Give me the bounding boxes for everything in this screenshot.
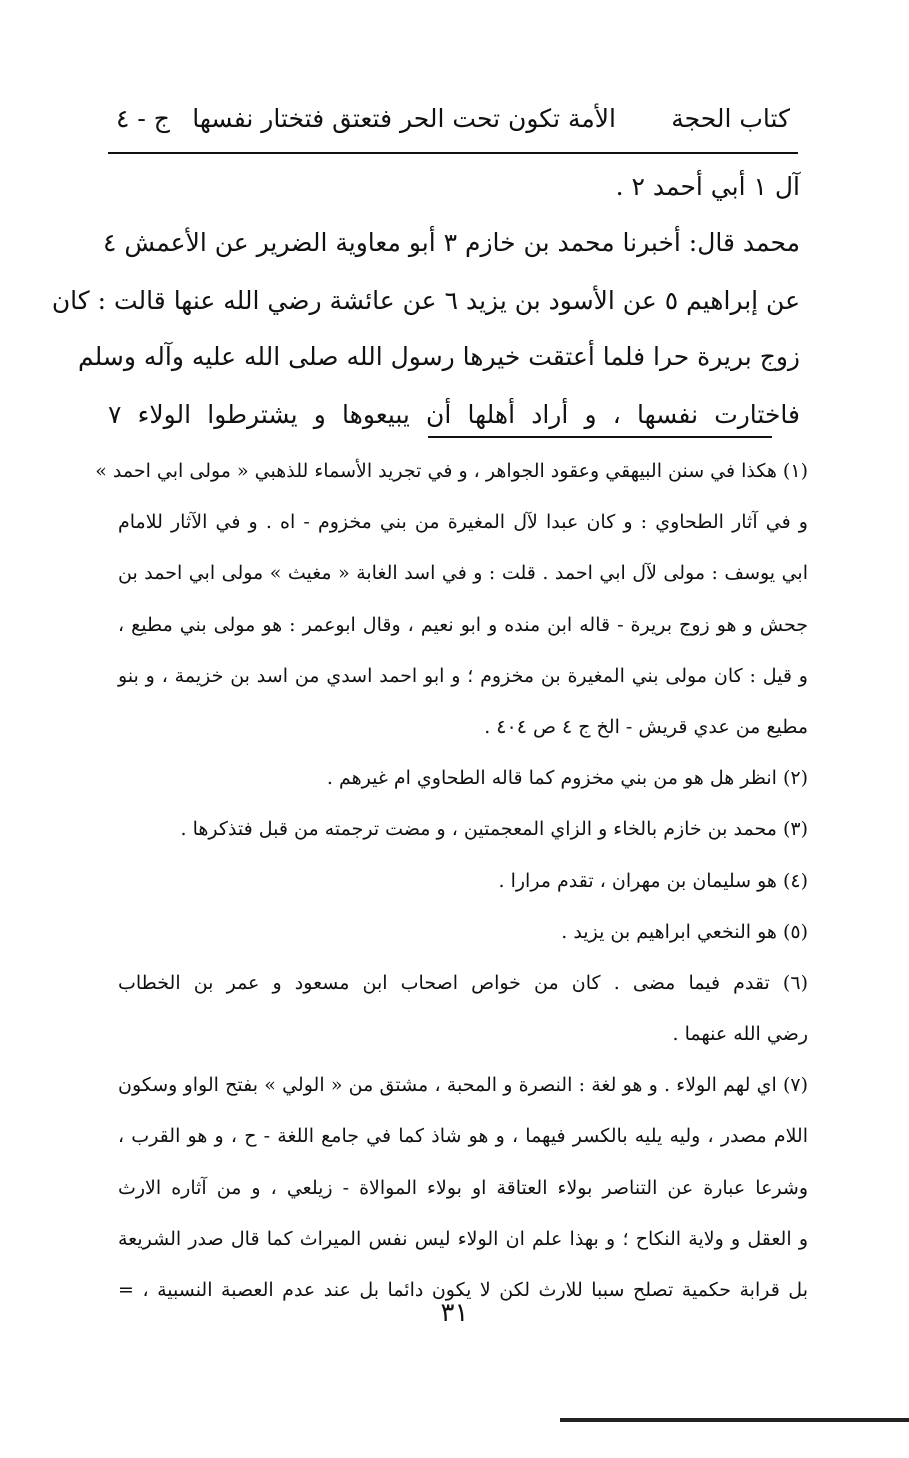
- footnote-line: (١) هكذا في سنن البيهقي وعقود الجواهر ، و في تجريد الأسماء للذهبي « مولى ابي احمد »: [95, 460, 808, 482]
- header-volume: ج - ٤: [116, 104, 170, 133]
- running-header: [108, 100, 798, 146]
- footnote-line: اللام مصدر ، وليه يليه بالكسر فيهما ، و هو شاذ كما في جامع اللغة - ح ، و هو القرب ،: [118, 1125, 808, 1148]
- footnote-line: و قيل : كان مولى بني المغيرة بن مخزوم ؛ و ابو احمد اسدي من اسد بن خزيمة ، و بنو: [118, 664, 808, 687]
- footnote-divider: [428, 436, 772, 438]
- page-number: ٣١: [440, 1298, 469, 1328]
- main-line: فاختارت نفسها ، و أراد أهلها أن يبيعوها و يشترطوا الولاء ٧: [108, 400, 800, 429]
- footnote-line: بل قرابة حكمية تصلح سببا للارث لكن لا يكون دائما بل عند عدم العصبة النسبية ، =: [118, 1279, 808, 1301]
- footnote-line: وشرعا عبارة عن التناصر بولاء العتاقة او بولاء الموالاة - زيلعي ، و من آثاره الارث: [118, 1176, 808, 1199]
- footnote-line: (٤) هو سليمان بن مهران ، تقدم مرارا .: [498, 869, 808, 892]
- footnote-line: ابي يوسف : مولى لآل ابي احمد . قلت : و في اسد الغابة « مغيث » مولى ابي احمد بن: [118, 562, 808, 585]
- footnote-line: و العقل و ولاية النكاح ؛ و بهذا علم ان الولاء ليس نفس الميراث كما قال صدر الشريعة: [118, 1227, 808, 1250]
- scan-edge-line: [560, 1418, 909, 1422]
- header-book-title: كتاب الحجة: [671, 104, 790, 133]
- footnote-line: و في آثار الطحاوي : و كان عبدا لآل المغيرة من بني مخزوم - اه . و في الآثار للامام: [118, 511, 808, 534]
- main-line: عن إبراهيم ٥ عن الأسود بن يزيد ٦ عن عائشة رضي الله عنها قالت : كان: [51, 286, 800, 315]
- footnote-line: مطيع من عدي قريش - الخ ج ٤ ص ٤٠٤ .: [484, 715, 808, 738]
- footnote-line: (٧) اي لهم الولاء . و هو لغة : النصرة و المحبة ، مشتق من « الولي » بفتح الواو وسكون: [118, 1074, 808, 1097]
- footnote-line: جحش و هو زوج بريرة - قاله ابن منده و ابو نعيم ، وقال ابوعمر : هو مولى بني مطيع ،: [118, 613, 808, 636]
- footnote-line: (٥) هو النخعي ابراهيم بن يزيد .: [561, 920, 808, 943]
- footnotes: [95, 446, 808, 1316]
- header-chapter-title: الأمة تكون تحت الحر فتعتق فتختار نفسها: [192, 104, 616, 133]
- footnote-line: (٣) محمد بن خازم بالخاء و الزاي المعجمتين ، و مضت ترجمته من قبل فتذكرها .: [180, 818, 808, 841]
- main-line: زوج بريرة حرا فلما أعتقت خيرها رسول الله صلى الله عليه وآله وسلم: [78, 342, 800, 371]
- main-line: آل ١ أبي أحمد ٢ .: [615, 172, 800, 201]
- footnote-line: (٢) انظر هل هو من بني مخزوم كما قاله الطحاوي ام غيرهم .: [326, 767, 808, 790]
- footnote-line: (٦) تقدم فيما مضى . كان من خواص اصحاب ابن مسعود و عمر بن الخطاب: [118, 971, 808, 994]
- footnote-line: رضي الله عنهما .: [672, 1023, 808, 1046]
- main-line: محمد قال: أخبرنا محمد بن خازم ٣ أبو معاوية الضرير عن الأعمش ٤: [102, 228, 800, 257]
- header-divider: [108, 152, 798, 154]
- main-text: [51, 160, 800, 444]
